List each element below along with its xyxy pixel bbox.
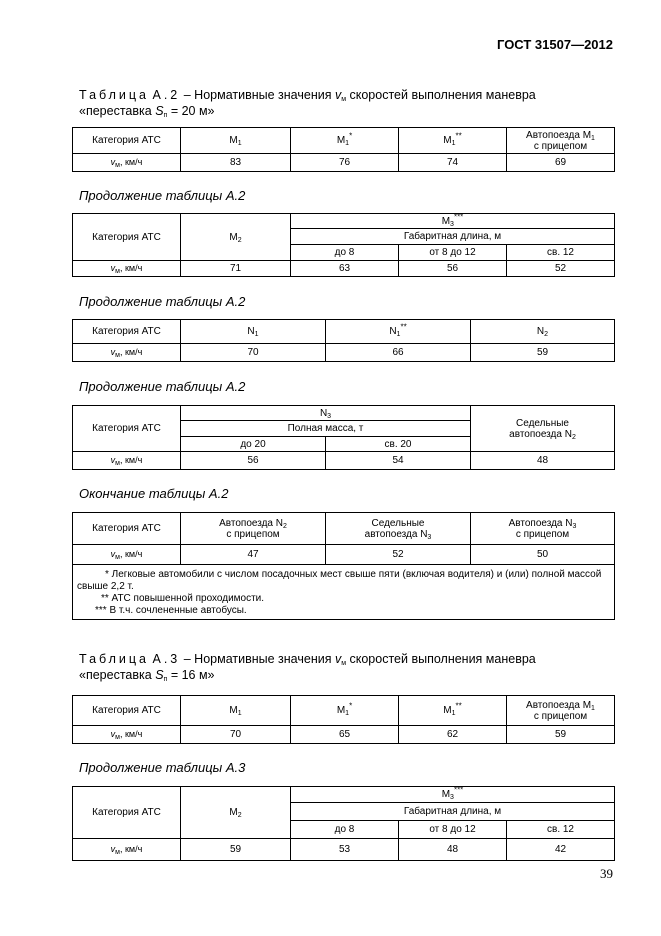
table-a2-part2 [72,213,615,277]
caption-text: – Нормативные значения [183,88,332,102]
cell-value: 70 [181,726,291,744]
cell-value: 52 [326,545,471,565]
header-n3: $N_3$ [181,406,471,421]
header-m2: $М_2$ [181,787,291,839]
caption-line2: «переставка [79,104,152,118]
caption-v-sub: м [341,96,347,103]
table-row [73,839,615,861]
header-sub: св. 12 [507,245,615,261]
table-header-row [73,320,615,344]
header-n1-2star: $N_1^{**}$ [326,320,471,344]
caption-line2: «переставка [79,668,152,682]
table-end-heading: Окончание таблицы А.2 [79,486,229,501]
cell-value: 59 [471,344,615,362]
header-sub: до 8 [291,245,399,261]
continuation-heading: Продолжение таблицы А.2 [79,379,246,394]
header-category: Категория АТС [73,128,181,154]
cell-value: 59 [507,726,615,744]
table-a2-caption [79,87,614,119]
cell-value: 74 [399,154,507,172]
table-row [73,344,615,362]
table-header-row [73,214,615,229]
cell-value: 54 [326,452,471,470]
caption-s-sub: п [163,112,168,119]
caption-text-end: скоростей выполнения маневра [349,88,536,102]
row-label: $v_м$, км/ч [73,154,181,172]
row-label: $v_м$, км/ч [73,726,181,744]
header-n2-road-trains: Автопоезда $N_2$ с прицепом [181,513,326,545]
table-row [73,154,615,172]
header-road-trains: Автопоезда $М_1$ с прицепом [507,696,615,726]
cell-value: 71 [181,261,291,277]
table-a2-part3 [72,319,615,362]
caption-word: Таблица [79,652,150,666]
header-sub: св. 12 [507,821,615,839]
cell-value: 52 [507,261,615,277]
table-header-row [73,787,615,803]
cell-value: 56 [399,261,507,277]
cell-value: 50 [471,545,615,565]
header-length: Габаритная длина, м [291,229,615,245]
header-category: Категория АТС [73,320,181,344]
note-3: *** В т.ч. сочлененные автобусы. [95,605,247,616]
row-label: $v_м$, км/ч [73,839,181,861]
cell-value: 48 [399,839,507,861]
caption-text: – Нормативные значения [183,652,332,666]
cell-value: 66 [326,344,471,362]
row-label: $v_м$, км/ч [73,261,181,277]
table-notes [73,565,615,620]
cell-value: 65 [291,726,399,744]
caption-text-end: скоростей выполнения маневра [349,652,536,666]
header-n1: $N_1$ [181,320,326,344]
caption-v-symbol: v [334,88,342,102]
caption-word: Таблица [79,88,150,102]
header-m1-2star: $М_1^{**}$ [399,696,507,726]
note-2: ** АТС повышенной проходимости. [101,593,265,604]
table-header-row [73,128,615,154]
caption-line2-end: = 20 м» [170,104,215,118]
table-header-row [73,406,615,421]
document-code: ГОСТ 31507—2012 [497,37,613,52]
cell-value: 62 [399,726,507,744]
header-sub: от 8 до 12 [399,821,507,839]
header-m1-star: $М_1^*$ [291,696,399,726]
cell-value: 70 [181,344,326,362]
header-category: Категория АТС [73,406,181,452]
header-m1: $М_1$ [181,696,291,726]
table-row [73,545,615,565]
header-category: Категория АТС [73,214,181,261]
caption-number: А.3 [152,652,181,666]
continuation-heading: Продолжение таблицы А.2 [79,188,246,203]
table-header-row [73,513,615,545]
header-semi-trailers: Седельные автопоезда $N_2$ [471,406,615,452]
caption-number: А.2 [152,88,181,102]
header-m3: $М_3^{***}$ [291,214,615,229]
caption-line2-end: = 16 м» [170,668,215,682]
continuation-heading: Продолжение таблицы А.2 [79,294,246,309]
caption-s-symbol: S [155,668,164,682]
caption-s-sub: п [163,676,168,683]
row-label: $v_м$, км/ч [73,452,181,470]
header-sub: св. 20 [326,437,471,452]
header-sub: от 8 до 12 [399,245,507,261]
header-m3: $М_3^{***}$ [291,787,615,803]
table-a3-part2 [72,786,615,861]
row-label: $v_м$, км/ч [73,344,181,362]
cell-value: 48 [471,452,615,470]
table-a2-part5 [72,512,615,620]
table-a3-caption [79,651,614,683]
header-m1-star: $М_1^*$ [291,128,399,154]
table-row [73,452,615,470]
table-header-row [73,696,615,726]
cell-value: 56 [181,452,326,470]
header-m2: $М_2$ [181,214,291,261]
header-mass: Полная масса, т [181,421,471,437]
cell-value: 42 [507,839,615,861]
table-a2-part4 [72,405,615,470]
table-a3-part1 [72,695,615,744]
header-n3-road-trains: Автопоезда $N_3$ с прицепом [471,513,615,545]
page-number: 39 [600,866,613,881]
header-n2: $N_2$ [471,320,615,344]
cell-value: 47 [181,545,326,565]
cell-value: 53 [291,839,399,861]
header-category: Категория АТС [73,513,181,545]
note-1: * Легковые автомобили с числом посадочных мест свыше пяти (включая водителя) и (или) полной массой [105,569,602,580]
cell-value: 59 [181,839,291,861]
row-label: $v_м$, км/ч [73,545,181,565]
cell-value: 63 [291,261,399,277]
header-m1: $М_1$ [181,128,291,154]
header-n3-semi-trailers: Седельные автопоезда $N_3$ [326,513,471,545]
header-sub: до 20 [181,437,326,452]
header-category: Категория АТС [73,787,181,839]
header-sub: до 8 [291,821,399,839]
cell-value: 76 [291,154,399,172]
caption-v-sub: м [341,660,347,667]
header-length: Габаритная длина, м [291,803,615,821]
table-row [73,261,615,277]
header-m1-2star: $М_1^{**}$ [399,128,507,154]
table-a2-part1 [72,127,615,172]
table-row [73,726,615,744]
notes-row [73,565,615,620]
caption-v-symbol: v [334,652,342,666]
header-category: Категория АТС [73,696,181,726]
note-1-cont: свыше 2,2 т. [77,581,134,592]
header-road-trains: Автопоезда $М_1$ с прицепом [507,128,615,154]
caption-s-symbol: S [155,104,164,118]
continuation-heading: Продолжение таблицы А.3 [79,760,246,775]
cell-value: 83 [181,154,291,172]
cell-value: 69 [507,154,615,172]
